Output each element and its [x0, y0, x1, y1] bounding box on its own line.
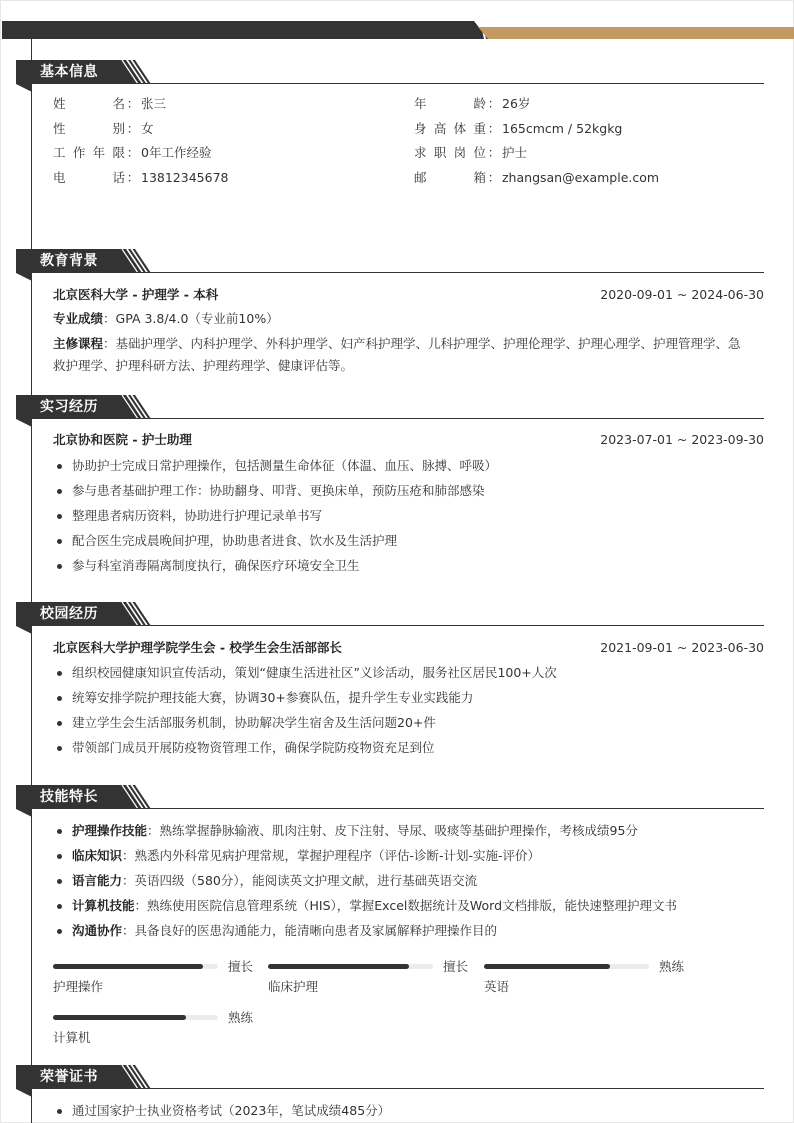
info-value: 165cmcm / 52kgkg	[502, 121, 623, 136]
info-colon: ：	[487, 170, 501, 185]
info-position	[414, 144, 527, 162]
internship-title: 北京协和医院 - 护士助理	[53, 432, 192, 447]
info-colon: ：	[126, 96, 140, 111]
list-item: 参与科室消毒隔离制度执行，确保医疗环境安全卫生	[53, 553, 764, 578]
education-title: 北京医科大学 - 护理学 - 本科	[53, 287, 219, 302]
info-gender	[53, 120, 154, 138]
skill-label: 语言能力	[72, 873, 123, 888]
info-age	[414, 95, 530, 113]
skill-level: 熟练	[228, 1010, 254, 1025]
progress-track	[484, 964, 649, 969]
campus-title: 北京医科大学护理学院学生会 - 校学生会生活部部长	[53, 640, 342, 655]
list-item: 配合医生完成晨晚间护理，协助患者进食、饮水及生活护理	[53, 528, 764, 553]
section-title: 技能特长	[16, 785, 116, 809]
info-value: 0年工作经验	[141, 145, 212, 160]
skill-label: 临床知识	[72, 848, 123, 863]
skill-level: 擅长	[443, 959, 469, 974]
skill-text: ：具备良好的医患沟通能力，能清晰向患者及家属解释护理操作目的	[122, 923, 498, 938]
top-banner-dark	[2, 21, 488, 39]
skill-text: ：英语四级（580分），能阅读英文护理文献，进行基础英语交流	[122, 873, 478, 888]
list-item: 带领部门成员开展防疫物资管理工作，确保学院防疫物资充足到位	[53, 735, 764, 760]
info-colon: ：	[487, 96, 501, 111]
section-header	[16, 249, 764, 274]
section-underline	[116, 625, 764, 626]
section-title: 实习经历	[16, 395, 116, 419]
section-campus	[16, 602, 764, 762]
skill-name: 计算机	[53, 1030, 91, 1045]
section-honors	[16, 1065, 764, 1123]
section-title: 校园经历	[16, 602, 116, 626]
section-tab-fold	[16, 809, 32, 817]
education-courses	[53, 333, 764, 377]
info-work-years	[53, 144, 211, 162]
list-item	[53, 918, 764, 943]
courses-value-line2: 救护理学、护理科研方法、护理药理学、健康评估等。	[53, 358, 354, 373]
list-item	[53, 893, 764, 918]
section-header	[16, 785, 764, 810]
info-label: 性别	[53, 121, 125, 136]
section-header	[16, 602, 764, 627]
section-underline	[116, 83, 764, 84]
section-title: 荣誉证书	[16, 1065, 116, 1089]
section-stripes-icon	[112, 785, 152, 809]
section-tab-fold	[16, 84, 32, 92]
section-header	[16, 60, 764, 85]
info-value: 13812345678	[141, 170, 229, 185]
info-name	[53, 95, 166, 113]
info-colon: ：	[126, 121, 140, 136]
internship-date: 2023-07-01 ~ 2023-09-30	[600, 432, 764, 447]
top-banner-gold	[478, 27, 794, 39]
skill-level: 熟练	[659, 959, 685, 974]
section-title: 基本信息	[16, 60, 116, 84]
section-tab-fold	[16, 1089, 32, 1097]
skill-label: 计算机技能	[72, 898, 135, 913]
list-item: 建立学生会生活部服务机制，协助解决学生宿舍及生活问题20+件	[53, 710, 764, 735]
info-value: 护士	[502, 145, 528, 160]
education-entry-header	[53, 286, 764, 304]
section-underline	[116, 1088, 764, 1089]
info-label: 电话	[53, 170, 125, 185]
skill-label: 护理操作技能	[72, 823, 148, 838]
section-basic-info	[16, 60, 764, 200]
skill-name: 英语	[484, 979, 510, 994]
skill-text: ：熟悉内外科常见病护理常规，掌握护理程序（评估-诊断-计划-实施-评价）	[122, 848, 541, 863]
progress-fill	[484, 964, 610, 969]
progress-track	[53, 1015, 218, 1020]
list-item: 整理患者病历资料，协助进行护理记录单书写	[53, 503, 764, 528]
info-value: 26岁	[502, 96, 531, 111]
education-gpa	[53, 310, 764, 328]
list-item: 统筹安排学院护理技能大赛，协调30+参赛队伍，提升学生专业实践能力	[53, 685, 764, 710]
campus-entry-header	[53, 639, 764, 657]
info-label: 身高体重	[414, 121, 486, 136]
progress-fill	[268, 964, 409, 969]
progress-track	[53, 964, 218, 969]
skill-name: 临床护理	[268, 979, 319, 994]
section-title: 教育背景	[16, 249, 116, 273]
skills-bullets	[53, 818, 764, 943]
list-item: 通过国家护士执业资格考试（2023年，笔试成绩485分）	[53, 1098, 764, 1123]
section-tab-fold	[16, 273, 32, 281]
section-tab-fold	[16, 626, 32, 634]
campus-date: 2021-09-01 ~ 2023-06-30	[600, 640, 764, 655]
info-label: 邮箱	[414, 170, 486, 185]
section-underline	[116, 418, 764, 419]
internship-entry-header	[53, 431, 764, 449]
progress-fill	[53, 964, 203, 969]
progress-track	[268, 964, 433, 969]
progress-fill	[53, 1015, 186, 1020]
skill-text: ：熟练掌握静脉输液、肌肉注射、皮下注射、导尿、吸痰等基础护理操作，考核成绩95分	[147, 823, 638, 838]
list-item: 组织校园健康知识宣传活动，策划“健康生活进社区”义诊活动，服务社区居民100+人次	[53, 660, 764, 685]
section-underline	[116, 808, 764, 809]
section-skills	[16, 785, 764, 1050]
honors-bullets	[53, 1098, 764, 1123]
section-stripes-icon	[112, 249, 152, 273]
section-stripes-icon	[112, 395, 152, 419]
info-label: 年龄	[414, 96, 486, 111]
info-colon: ：	[126, 145, 140, 160]
courses-label: 主修课程	[53, 336, 104, 351]
info-height-weight	[414, 120, 622, 138]
campus-bullets	[53, 660, 764, 760]
education-date: 2020-09-01 ~ 2024-06-30	[600, 287, 764, 302]
internship-bullets	[53, 453, 764, 578]
info-value: zhangsan@example.com	[502, 170, 660, 185]
section-stripes-icon	[112, 1065, 152, 1089]
info-value: 张三	[141, 96, 167, 111]
courses-value-line1: ：基础护理学、内科护理学、外科护理学、妇产科护理学、儿科护理学、护理伦理学、护理心理学、护理管理学、急	[103, 336, 741, 351]
gpa-label: 专业成绩	[53, 311, 104, 326]
gpa-value: ：GPA 3.8/4.0（专业前10%）	[103, 311, 279, 326]
section-header	[16, 1065, 764, 1090]
list-item	[53, 868, 764, 893]
info-email	[414, 169, 659, 187]
info-label: 工作年限	[53, 145, 125, 160]
info-colon: ：	[126, 170, 140, 185]
info-value: 女	[141, 121, 154, 136]
section-underline	[116, 272, 764, 273]
section-education	[16, 249, 764, 379]
info-colon: ：	[487, 145, 501, 160]
list-item	[53, 818, 764, 843]
section-stripes-icon	[112, 602, 152, 626]
section-header	[16, 395, 764, 420]
skill-label: 沟通协作	[72, 923, 123, 938]
info-label: 求职岗位	[414, 145, 486, 160]
info-label: 姓名	[53, 96, 125, 111]
section-stripes-icon	[112, 60, 152, 84]
skill-level: 擅长	[228, 959, 254, 974]
list-item: 协助护士完成日常护理操作，包括测量生命体征（体温、血压、脉搏、呼吸）	[53, 453, 764, 478]
list-item: 参与患者基础护理工作：协助翻身、叩背、更换床单，预防压疮和肺部感染	[53, 478, 764, 503]
info-phone	[53, 169, 228, 187]
list-item	[53, 843, 764, 868]
skill-text: ：熟练使用医院信息管理系统（HIS），掌握Excel数据统计及Word文档排版，能快速整理护理文书	[134, 898, 678, 913]
info-colon: ：	[487, 121, 501, 136]
section-internship	[16, 395, 764, 585]
section-tab-fold	[16, 419, 32, 427]
skill-name: 护理操作	[53, 979, 104, 994]
